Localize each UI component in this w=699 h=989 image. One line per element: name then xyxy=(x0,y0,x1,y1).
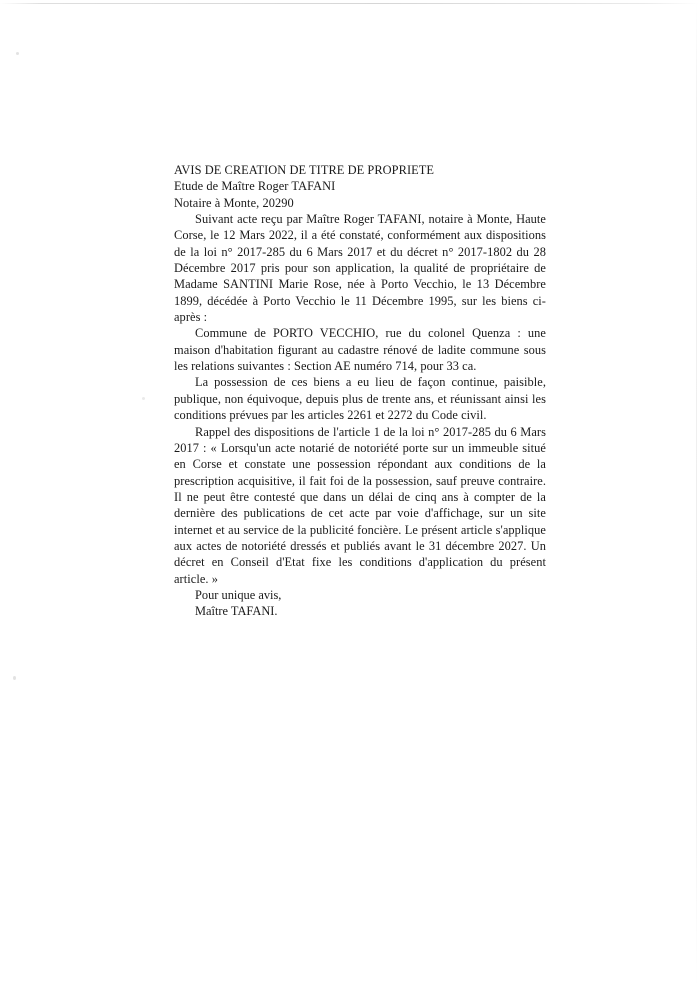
paragraph-legal-reminder: Rappel des dispositions de l'article 1 de la loi n° 2017-285 du 6 Mars 2017 : « Lorsqu'un acte notarié de notoriété porte sur un immeuble situé en Corse et constate une possession répondant aux conditions de la prescription acquisitive, il fait foi de la possession, sauf preuve contraire. Il ne peut être contesté que dans un délai de cinq ans à compter de la dernière des publications de cet acte par voie d'affichage, sur un site internet et au service de la publicité foncière. Le présent article s'applique aux actes de notoriété dressés et publiés avant le 31 décembre 2027. Un décret en Conseil d'Etat fixe les conditions d'application du présent article. » xyxy=(174,424,546,586)
paragraph-possession-conditions: La possession de ces biens a eu lieu de façon continue, paisible, publique, non équivoque, depuis plus de trente ans, et réunissant ainsi les conditions prévues par les articles 2261 et 2272 du Code civil. xyxy=(174,375,546,423)
closing-notice-line: Pour unique avis, xyxy=(195,587,282,602)
scan-speck-artifact xyxy=(16,52,19,55)
paragraph-property-description: Commune de PORTO VECCHIO, rue du colonel Quenza : une maison d'habitation figurant au cadastre rénové de ladite commune sous les relations suivantes : Section AE numéro 714, pour 33 ca. xyxy=(174,326,546,374)
signature-line: Maître TAFANI. xyxy=(195,604,278,619)
scan-edge-right-artifact xyxy=(696,0,697,989)
scan-speck-artifact xyxy=(142,397,145,400)
scan-edge-top-artifact xyxy=(0,3,699,4)
notary-office-line: Etude de Maître Roger TAFANI xyxy=(174,179,336,194)
notary-location-line: Notaire à Monte, 20290 xyxy=(174,195,294,210)
document-title: AVIS DE CREATION DE TITRE DE PROPRIETE xyxy=(174,163,435,177)
paragraph-deed-details: Suivant acte reçu par Maître Roger TAFANI, notaire à Monte, Haute Corse, le 12 Mars 2022, il a été constaté, conformément aux dispositions de la loi n° 2017-285 du 6 Mars 2017 et du décret n° 2017-1802 du 28 Décembre 2017 pris pour son application, la qualité de propriétaire de Madame SANTINI Marie Rose, née à Porto Vecchio, le 13 Décembre 1899, décédée à Porto Vecchio le 11 Décembre 1995, sur les biens ci-après : xyxy=(174,212,546,325)
document-body xyxy=(174,162,546,620)
scan-speck-artifact xyxy=(13,676,16,680)
